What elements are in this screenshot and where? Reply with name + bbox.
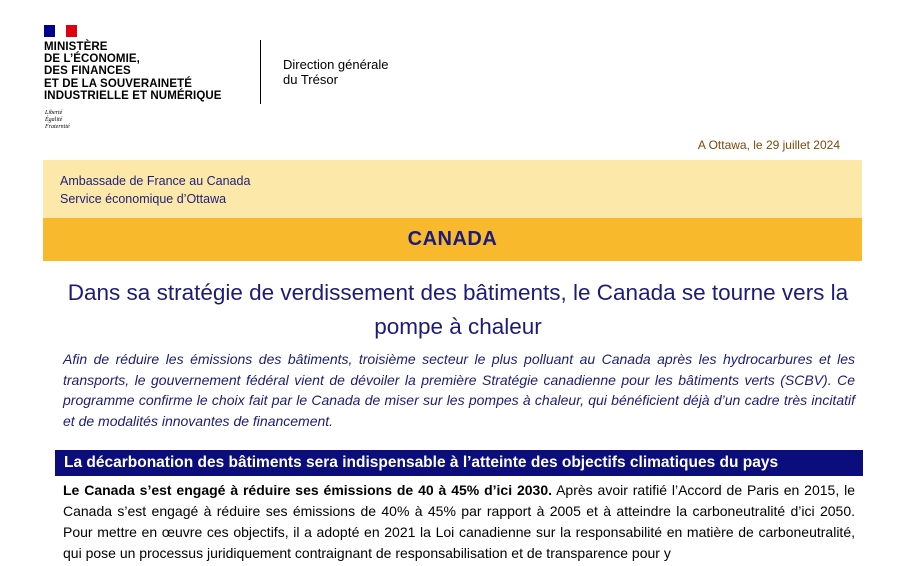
marianne-flag-logo [44,25,77,37]
ministry-line: DES FINANCES [44,65,131,78]
direction-line: du Trésor [283,72,338,87]
direction-line: Direction générale [283,57,389,72]
header-divider [260,40,261,104]
service-name: Service économique d’Ottawa [60,192,227,206]
embassy-name: Ambassade de France au Canada [60,174,251,188]
flag-white [55,25,66,37]
paragraph-text: Après avoir ratifié l’Accord de Paris en 2015, le Canada s’est engagé à réduire ses émissions de 40% à 45% par rapport à 2005 et à atteindre la carboneutralité d’ici 2050. Pour mettre en œuvre ces objectifs, il a adopté en 2021 la Loi canadienne sur la responsabilité en matière de carboneutralité, qui pose un processus juridiquement contraignant de responsabilisation et de transparence pour y [63,482,855,561]
document-title: Dans sa stratégie de verdissement des bâtiments, le Canada se tourne vers la pompe à chaleur [67,280,849,339]
motto-line: Fraternité [45,124,70,130]
embassy-banner [43,160,862,218]
lead-summary: Afin de réduire les émissions des bâtiments, troisième secteur le plus polluant au Canada après les hydrocarbures et les transports, le gouvernement fédéral vient de dévoiler la première Stratégie canadienne pour les bâtiments verts (SCBV). Ce programme confirme le choix fait par le Canada de miser sur les pompes à chaleur, qui bénéficient déjà d’un cadre très incitatif et de modalités innovantes de financement. [63,351,855,429]
paragraph-bold-lead: Le Canada s’est engagé à réduire ses émissions de 40 à 45% d’ici 2030. [63,482,552,498]
ministry-line: MINISTÈRE [44,41,108,53]
country-banner: CANADA [43,218,862,261]
document-date: A Ottawa, le 29 juillet 2024 [697,138,840,152]
ministry-name [44,41,222,102]
motto-line: Liberté [45,110,63,116]
motto-line: Égalité [45,117,63,123]
section-heading: La décarbonation des bâtiments sera indispensable à l’atteinte des objectifs climatiques du pays [55,450,863,476]
flag-blue [44,25,55,37]
body-paragraph [63,480,855,564]
direction-name [283,57,389,87]
ministry-line: ET DE LA SOUVERAINETÉ [44,77,192,90]
ministry-line: INDUSTRIELLE ET NUMÉRIQUE [44,89,222,102]
flag-red [66,25,77,37]
ministry-line: DE L’ÉCONOMIE, [44,53,140,66]
republic-motto [45,110,70,131]
